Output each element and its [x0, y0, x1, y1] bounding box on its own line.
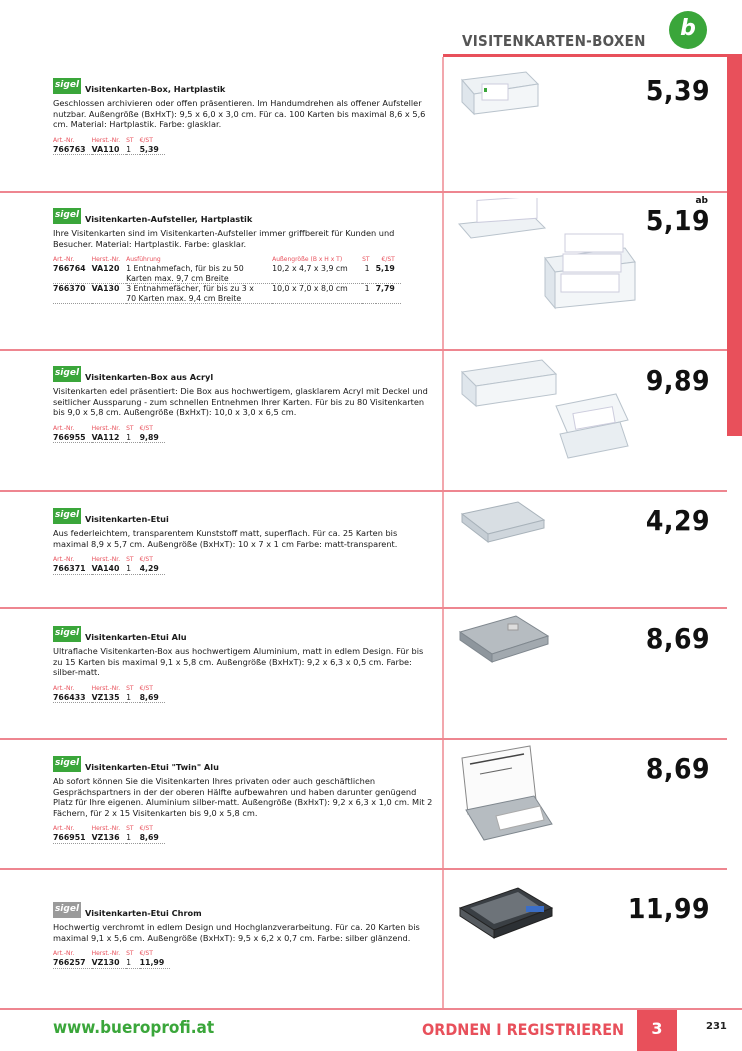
footer-url[interactable]: www.bueroprofi.at [53, 1018, 215, 1038]
product-price: 9,89 [645, 364, 710, 397]
section-badge: b [669, 11, 707, 49]
spec-table: Art.-Nr. Herst.-Nr. ST €/ST 766763 VA110 1 5,39 [53, 136, 165, 156]
spec-table: Art.-Nr. Herst.-Nr. ST €/ST 766955 VA112 1 9,89 [53, 424, 165, 444]
product-image [456, 884, 556, 942]
table-row: 766763 VA110 1 5,39 [53, 145, 165, 155]
product-image [456, 744, 556, 850]
product-card [53, 78, 433, 155]
product-price: 8,69 [645, 752, 710, 785]
price-prefix: ab [695, 196, 708, 206]
table-row: 766955 VA112 1 9,89 [53, 433, 165, 443]
table-row: 766951 VZ136 1 8,69 [53, 833, 165, 843]
product-separator [0, 868, 727, 870]
brand-logo: sigel [53, 626, 81, 642]
product-title: Visitenkarten-Etui Alu [85, 632, 187, 642]
brand-logo: sigel [53, 902, 81, 918]
product-description: Aus federleichtem, transparentem Kunststoff matt, superflach. Für ca. 25 Karten bis maximal 8,9 x 5,7 cm. Außengröße (BxHxT): 10 x 7 x 1 cm Farbe: matt-transparent. [53, 528, 398, 549]
product-separator [0, 607, 727, 609]
footer-section-number: 3 [637, 1010, 677, 1051]
product-image [456, 62, 542, 116]
product-title: Visitenkarten-Box, Hartplastik [85, 84, 226, 94]
product-image [455, 198, 645, 318]
product-price: 11,99 [627, 892, 710, 925]
brand-logo: sigel [53, 366, 81, 382]
table-row: 766764 VA120 1 Entnahmefach, für bis zu 50 Karten max. 9,7 cm Breite 10,2 x 4,7 x 3,9 cm 1 5,19 [53, 264, 401, 284]
product-separator [0, 490, 727, 492]
column-divider [442, 57, 444, 1009]
product-description: Visitenkarten edel präsentiert: Die Box aus hochwertigem, glasklarem Acryl mit Deckel und seitlicher Aussparung - zum schnellen Entnehmen Ihrer Karten. Für bis zu 80 Visitenkarten bis 9,0 x 5,8 cm. Außengröße (BxHxT): 10,0 x 3,0 x 6,5 cm. [53, 386, 428, 417]
product-card [53, 626, 433, 703]
product-title: Visitenkarten-Aufsteller, Hartplastik [85, 214, 253, 224]
product-title: Visitenkarten-Etui "Twin" Alu [85, 762, 219, 772]
table-row: 766370 VA130 3 Entnahmefächer, für bis zu 3 x 70 Karten max. 9,4 cm Breite 10,0 x 7,0 x 8,0 cm 1 7,79 [53, 284, 401, 304]
page-footer [0, 1010, 742, 1051]
product-description: Hochwertig verchromt in edlem Design und Hochglanzverarbeitung. Für ca. 20 Karten bis maximal 9,1 x 5,6 cm. Außengröße (BxHxT): 9,5 x 6,2 x 0,7 cm. Farbe: silber glänzend. [53, 922, 420, 943]
brand-logo: sigel [53, 756, 81, 772]
product-description: Ihre Visitenkarten sind im Visitenkarten-Aufsteller immer griffbereit für Kunden und Besucher. Material: Hartplastik. Farbe: glasklar. [53, 228, 395, 249]
brand-logo: sigel [53, 208, 81, 224]
product-title: Visitenkarten-Etui [85, 514, 169, 524]
product-price: 5,39 [645, 74, 710, 107]
product-description: Ultraflache Visitenkarten-Box aus hochwertigem Aluminium, matt in edlem Design. Für bis zu 15 Karten bis maximal 9,1 x 5,8 cm. Außengröße (BxHxT): 9,2 x 6,3 x 0,5 cm. Farbe: silber-matt. [53, 646, 424, 677]
product-separator [0, 349, 727, 351]
product-card [53, 208, 433, 304]
product-title: Visitenkarten-Etui Chrom [85, 908, 202, 918]
product-card [53, 756, 433, 844]
table-row: 766433 VZ135 1 8,69 [53, 693, 165, 703]
spec-table: Art.-Nr. Herst.-Nr. ST €/ST 766257 VZ130 1 11,99 [53, 949, 170, 969]
spec-table: Art.-Nr. Herst.-Nr. ST €/ST 766951 VZ136 1 8,69 [53, 824, 165, 844]
product-price: 4,29 [645, 504, 710, 537]
product-price: 5,19 [645, 204, 710, 237]
product-price: 8,69 [645, 622, 710, 655]
spec-table: Art.-Nr. Herst.-Nr. Ausführung Außengröße (B x H x T) ST €/ST 766764 VA120 1 Entnahmefach, für bis zu 50 Karten max. 9,7 cm Breite 10,2 x 4,7 x 3,9 cm 1 5,19 766370 VA130 3 Entnahmefächer, für bis zu 3 x 70 Karten max. 9,4 cm Breite 10,0 x 7,0 x 8,0 cm 1 7,79 [53, 255, 401, 304]
product-image [456, 354, 636, 460]
page-title: VISITENKARTEN-BOXEN [462, 32, 646, 50]
page-header [0, 0, 742, 56]
product-card [53, 902, 433, 969]
product-description: Ab sofort können Sie die Visitenkarten Ihres privaten oder auch geschäftlichen Gesprächspartners in der der oberen Hälfte aufbewahren und haben darunter genügend Platz für Ihre eigenen. Aluminium silber-matt. Außengröße (BxHxT): 9,2 x 6,3 x 1,0 cm. Mit 2 Fächern, für 2 x 15 Visitenkarten bis 9,0 x 5,8 cm. [53, 776, 433, 818]
table-row: 766371 VA140 1 4,29 [53, 564, 165, 574]
product-image [458, 498, 548, 548]
brand-logo: sigel [53, 508, 81, 524]
product-card [53, 366, 433, 443]
product-separator [0, 738, 727, 740]
brand-logo: sigel [53, 78, 81, 94]
product-image [456, 612, 552, 672]
product-card [53, 508, 433, 575]
spec-table: Art.-Nr. Herst.-Nr. ST €/ST 766433 VZ135 1 8,69 [53, 684, 165, 704]
header-rule [443, 54, 742, 57]
product-description: Geschlossen archivieren oder offen präsentieren. Im Handumdrehen als offener Aufsteller nutzbar. Außengröße (BxHxT): 9,5 x 6,0 x 3,0 cm. Für ca. 100 Karten bis maximal 8,6 x 5,6 cm. Material: Hartplastik. Farbe: glasklar. [53, 98, 426, 129]
product-separator [0, 191, 727, 193]
product-title: Visitenkarten-Box aus Acryl [85, 372, 214, 382]
footer-section-title: ORDNEN I REGISTRIEREN [422, 1020, 625, 1039]
spec-table: Art.-Nr. Herst.-Nr. ST €/ST 766371 VA140 1 4,29 [53, 555, 165, 575]
side-tab-marker [727, 56, 742, 436]
table-row: 766257 VZ130 1 11,99 [53, 958, 170, 968]
page-number: 231 [706, 1021, 727, 1032]
